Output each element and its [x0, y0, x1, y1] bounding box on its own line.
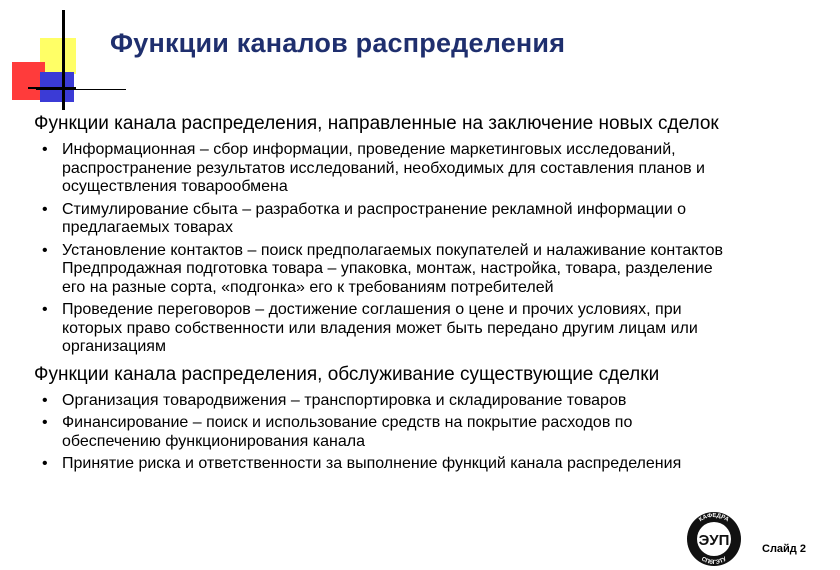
bullet-dot-icon: • [42, 141, 48, 158]
section-heading: Функции канала распределения, обслуживание существующие сделки [34, 363, 660, 385]
bullet-item: • Установление контактов – поиск предполагаемых покупателей и налаживание контактов Предпродажная подготовка товара – упаковка, монтаж, настройка, товара, разделение его на разные сорта, «подгонка» его к требованиям потребителей [42, 241, 723, 296]
logo-ring-top-text: КАФЕДРА [698, 512, 730, 524]
bullet-list [34, 141, 824, 357]
bullet-item: • Информационная – сбор информации, проведение маркетинговых исследований, распространение результатов исследований, необходимых для составления планов и осуществления товарообмена [42, 141, 705, 195]
bullet-dot-icon: • [42, 241, 48, 259]
bullet-item: • Принятие риска и ответственности за выполнение функций канала распределения [42, 455, 682, 472]
bullet-dot-icon: • [42, 414, 48, 431]
bullet-item: • Организация товародвижения – транспортировка и складирование товаров [42, 391, 627, 409]
bullet-dot-icon: • [42, 391, 48, 409]
slide-content [34, 112, 824, 480]
bullet-item: • Финансирование – поиск и использование средств на покрытие расходов по обеспечению функционирования канала [42, 414, 633, 450]
section-heading: Функции канала распределения, направленные на заключение новых сделок [34, 113, 719, 134]
slide-number: Слайд 2 [762, 543, 806, 555]
bullet-dot-icon: • [42, 301, 48, 318]
bullet-dot-icon: • [42, 200, 48, 218]
department-logo [684, 510, 744, 568]
decor-horizontal-line-long [36, 89, 126, 90]
decor-vertical-line [62, 10, 65, 110]
bullet-item: • Проведение переговоров – достижение соглашения о цене и прочих условиях, при которых право собственности или владения может быть передано другим лицам или организациям [42, 301, 698, 355]
slide-title: Функции каналов распределения [110, 28, 566, 58]
bullet-list [34, 392, 824, 474]
decor-yellow-square [40, 38, 76, 74]
logo-text: ЭУП [698, 532, 730, 549]
bullet-item: • Стимулирование сбыта – разработка и распространение рекламной информации о предлагаемых товарах [42, 200, 686, 236]
bullet-dot-icon: • [42, 455, 48, 472]
logo-ring-bottom-text: СПбГЭТУ [700, 556, 728, 567]
